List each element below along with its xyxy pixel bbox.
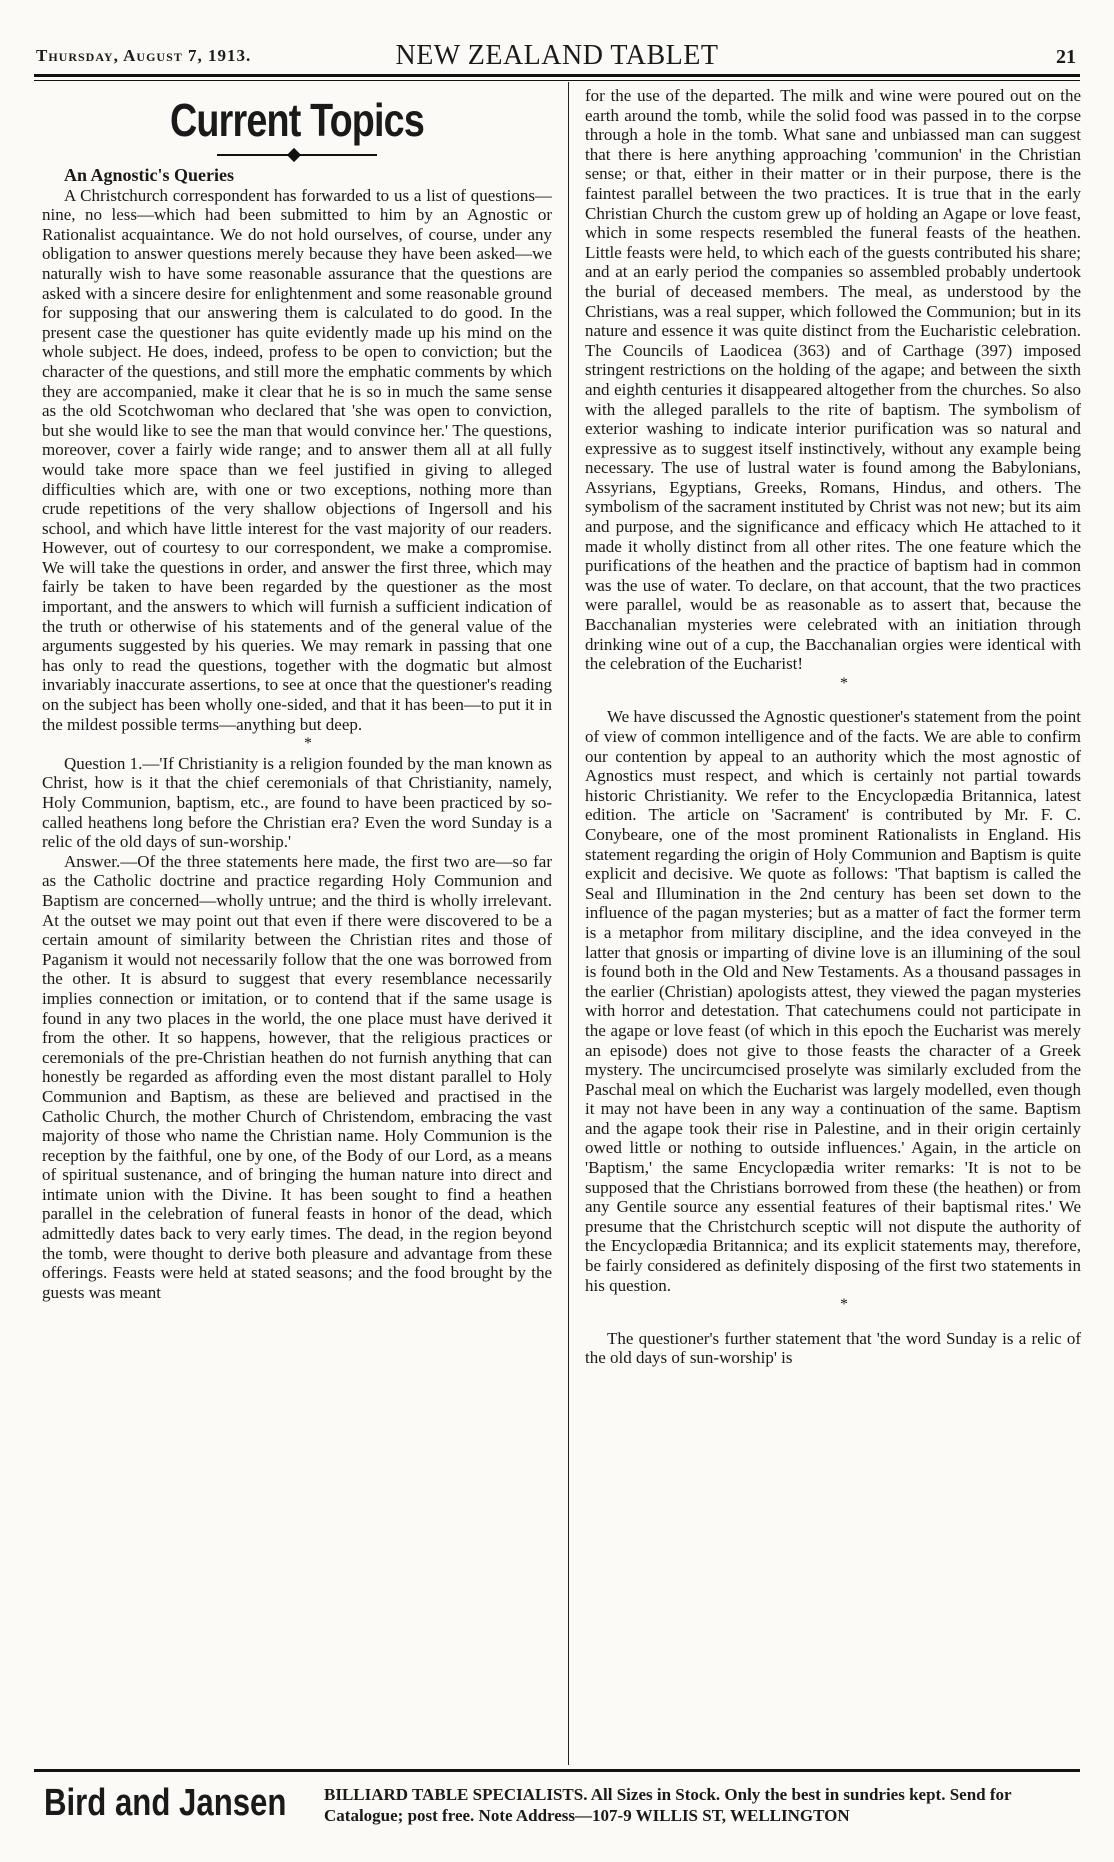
- left-column: [42, 86, 552, 1762]
- page-header: [34, 40, 1080, 74]
- column-divider: [568, 82, 569, 1765]
- paragraph: Answer.—Of the three statements here made, the first two are—so far as the Catholic doctrine and practice regarding Holy Communion and Baptism are concerned—wholly untrue; and the third is wholly irrelevant. At the outset we may point out that even if there were discovered to be a certain amount of similarity between the Christian rites and those of Paganism it would not necessarily follow that the one was borrowed from the other. It is absurd to suggest that every resemblance necessarily implies connection or imitation, or to contend that if the same usage is found in any two places in the world, the one place must have derived it from the other. It so happens, however, that the religious practices or ceremonials of the pre-Christian heathen do not furnish anything that can honestly be regarded as affording even the most distant parallel to Holy Communion and Baptism, as these are believed and practised in the Catholic Church, the mother Church of Christendom, embracing the vast majority of those who name the Christian name. Holy Communion is the reception by the faithful, one by one, of the Body of our Lord, as a means of spiritual sustenance, and of bringing the human nature into direct and intimate union with the Divine. It has been sought to find a heathen parallel in the celebration of funeral feasts in honor of the dead, which admittedly dates back to very early times. The dead, in the region beyond the tomb, were thought to derive both pleasure and advantage from these offerings. Feasts were held at stated seasons; and the food brought by the guests was meant: [42, 851, 552, 1302]
- article-subheading: An Agnostic's Queries: [64, 165, 235, 185]
- paragraph: for the use of the departed. The milk and wine were poured out on the earth around the tomb, while the solid food was passed in to the corpse through a hole in the tomb. What sane and unbiassed man can suggest that there is here anything approaching 'communion' in the Christian sense; or that, either in their matter or in their purpose, there is the faintest parallel between the two practices. It is true that in the early Christian Church the custom grew up of holding an Agape or love feast, which in some respects resembled the funeral feasts of the heathen. Little feasts were held, to which each of the guests contributed his share; and at an early period the companies so assembled probably undertook the burial of deceased members. The meal, as understood by the Christians, was a real supper, which followed the Communion; but in its nature and essence it was quite distinct from the Eucharistic celebration. The Councils of Laodicea (363) and of Carthage (397) imposed stringent restrictions on the holding of the agape; and between the sixth and eighth centuries it disappeared altogether from the churches. So also with the alleged parallels to the rite of baptism. The symbolism of exterior washing to indicate interior purification was so natural and expressive as to suggest itself instinctively, without any example being necessary. The use of lustral water is found among the Babylonians, Assyrians, Egyptians, Greeks, Romans, Hindus, and others. The symbolism of the sacrament instituted by Christ was not new; but its aim and purpose, and the significance and efficacy which He attached to it made it wholly distinct from all other rites. The one feature which the purifications of the heathen and the practice of baptism had in common was the use of water. To declare, on that account, that the two practices were parallel, would be as reasonable as to assert that, because the Bacchanalian mysteries were celebrated with an initiation through drinking wine out of a cup, the Bacchanalian orgies were identical with the celebration of the Eucharist!: [585, 86, 1081, 674]
- page-number: 21: [1056, 46, 1076, 68]
- paragraph: We have discussed the Agnostic questioner's statement from the point of view of common intelligence and of the facts. We are able to confirm our contention by appeal to an authority which the most agnostic of Agnostics must respect, and which is certainly not partial towards historic Christianity. We refer to the Encyclopædia Britannica, latest edition. The article on 'Sacrament' is contributed by Mr. F. C. Conybeare, one of the most prominent Rationalists in England. His statement regarding the origin of Holy Communion and Baptism is quite explicit and decisive. We quote as follows: 'That baptism is called the Seal and Illumination in the 2nd century has been set down to the influence of the pagan mysteries; but as a matter of fact the former term is a metaphor from military discipline, and the idea conveyed in the latter that gnosis or imparting of divine love is an illumining of the soul is found both in the Old and New Testaments. As a thousand passages in the earlier (Christian) apologists attest, they viewed the pagan mysteries with horror and detestation. That catechumens could not participate in the agape or love feast (of which in this epoch the Eucharist was merely an episode) does not give to those feasts the character of a Greek mystery. The uncircumcised proselyte was similarly excluded from the Paschal meal on which the Eucharist was largely modelled, even though it may not have been in any way a continuation of the same. Baptism and the agape took their rise in Palestine, and in their origin certainly owed little or nothing to outside influences.' Again, in the article on 'Baptism,' the same Encyclopædia writer remarks: 'It is not to be supposed that the Christians borrowed from these (the heathen) or from any Gentile source any essential features of their baptismal rites.' We presume that the Christchurch sceptic will not dispute the authority of the Encyclopædia Britannica; and its explicit statements may, therefore, be fairly considered as definitely disposing of the first two statements in his question.: [585, 707, 1081, 1295]
- footer-rule: [34, 1769, 1080, 1772]
- masthead: NEW ZEALAND TABLET: [395, 40, 719, 71]
- right-column: [585, 86, 1081, 1762]
- section-star: *: [840, 1296, 848, 1314]
- section-title: Current Topics: [170, 94, 424, 146]
- advertisement-text: BILLIARD TABLE SPECIALISTS. All Sizes in Stock. Only the best in sundries kept. Send for Catalogue; post free. Note Address—107-9 WILLIS ST, WELLINGTON: [324, 1785, 1012, 1825]
- title-ornament: [217, 154, 377, 156]
- header-rule-thin: [34, 80, 1080, 81]
- section-star: *: [840, 674, 848, 692]
- issue-date: Thursday, August 7, 1913.: [36, 46, 252, 65]
- advertisement: [34, 1778, 1080, 1838]
- section-star: *: [304, 735, 312, 753]
- header-rule: [34, 74, 1080, 77]
- paragraph: Question 1.—'If Christianity is a religion founded by the man known as Christ, how is it that the chief ceremonials of that Christianity, namely, Holy Communion, baptism, etc., are found to have been practiced by so-called heathens long before the Christian era? Even the word Sunday is a relic of the old days of sun-worship.': [42, 753, 552, 852]
- advertiser-name: Bird and Jansen: [44, 1782, 287, 1824]
- paragraph: The questioner's further statement that 'the word Sunday is a relic of the old days of sun-worship' is: [585, 1328, 1081, 1368]
- paragraph: A Christchurch correspondent has forwarded to us a list of questions—nine, no less—which had been submitted to him by an Agnostic or Rationalist acquaintance. We do not hold ourselves, of course, under any obligation to answer questions merely because they have been asked—we naturally wish to have some reasonable assurance that the questions are asked with a sincere desire for enlightenment and some reasonable ground for supposing that our answering them is calculated to do good. In the present case the questioner has quite evidently made up his mind on the whole subject. He does, indeed, profess to be open to conviction; but the character of the questions, and still more the emphatic comments by which they are accompanied, make it clear that he is so in much the same sense as the old Scotchwoman who declared that 'she was open to conviction, but she would like to see the man that would convince her.' The questions, moreover, cover a fairly wide range; and to answer them all at all fully would take more space than we feel justified in giving to alleged difficulties which are, with one or two exceptions, nothing more than crude repetitions of the very shallow objections of Ingersoll and his school, and which have little interest for the vast majority of our readers. However, out of courtesy to our correspondent, we make a compromise. We will take the questions in order, and answer the first three, which may fairly be taken to have been regarded by the questioner as the most important, and the answers to which will furnish a sufficient indication of the truth or otherwise of his statements and of the general value of the arguments suggested by his queries. We may remark in passing that one has only to read the questions, together with the dogmatic but almost invariably inaccurate assertions, to see at once that the questioner's reading on the subject has been wholly one-sided, and that it has been—to put it in the mildest possible terms—anything but deep.: [42, 185, 552, 734]
